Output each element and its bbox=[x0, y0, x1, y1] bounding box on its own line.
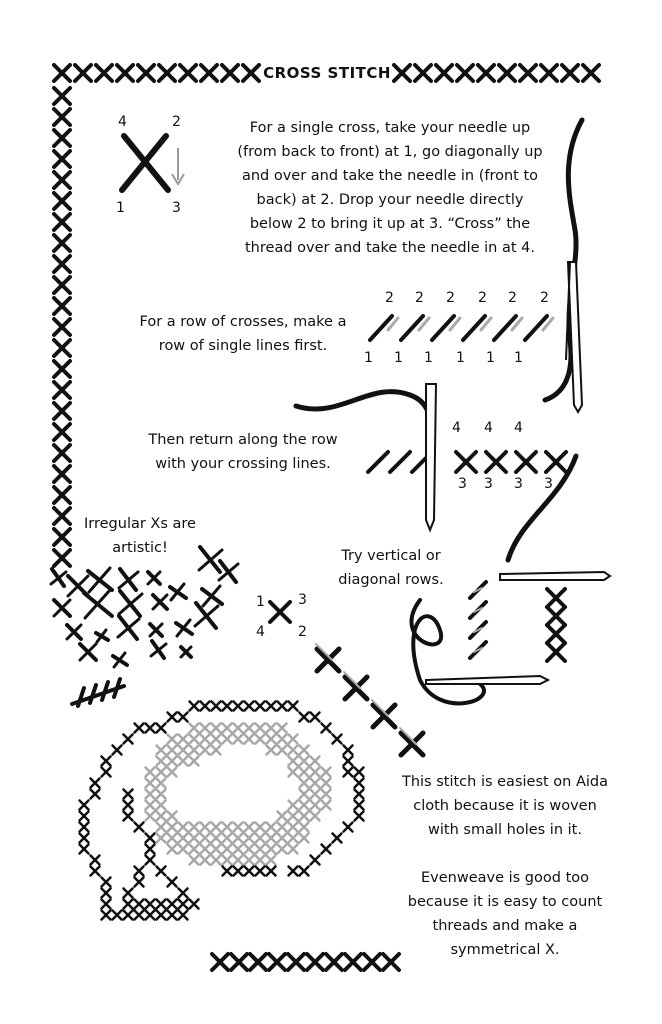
row-label-1: 1 bbox=[456, 350, 465, 366]
label-2: 2 bbox=[172, 114, 181, 130]
row-label-2: 2 bbox=[478, 290, 487, 306]
row-label-2: 2 bbox=[446, 290, 455, 306]
single-cross-instructions: For a single cross, take your needle up (from back to front) at 1, go diagonally up and over and take the needle in (front to back) at 2. Drop your needle directly below 2 to bring it up at 3. “Cross” the thread over and take the needle in at 4. bbox=[237, 120, 543, 256]
return-label-3: 3 bbox=[484, 476, 493, 492]
diag-label-1: 1 bbox=[256, 594, 265, 610]
diagonal-row-diagram bbox=[270, 602, 423, 755]
row-label-2: 2 bbox=[508, 290, 517, 306]
row-label-1: 1 bbox=[486, 350, 495, 366]
aida-cloth-note: This stitch is easiest on Aida cloth because it is woven with small holes in it. bbox=[401, 774, 609, 838]
single-cross-diagram bbox=[122, 136, 184, 190]
page-title: CROSS STITCH bbox=[262, 60, 392, 86]
evenweave-note: Evenweave is good too because it is easy to count threads and make a symmetrical X. bbox=[407, 870, 603, 958]
row-label-2: 2 bbox=[540, 290, 549, 306]
return-label-3: 3 bbox=[458, 476, 467, 492]
label-4: 4 bbox=[118, 114, 127, 130]
row-of-crosses-instructions: For a row of crosses, make a row of single lines first. bbox=[139, 314, 347, 354]
irregular-xs-caption: Irregular Xs are artistic! bbox=[84, 516, 196, 556]
skull-cross-stitch-pattern bbox=[80, 702, 364, 920]
return-label-4: 4 bbox=[484, 420, 493, 436]
row-label-1: 1 bbox=[424, 350, 433, 366]
return-row-instructions: Then return along the row with your crossing lines. bbox=[148, 432, 338, 472]
row-label-2: 2 bbox=[415, 290, 424, 306]
row-label-1: 1 bbox=[514, 350, 523, 366]
return-label-4: 4 bbox=[514, 420, 523, 436]
return-label-3: 3 bbox=[544, 476, 553, 492]
irregular-crosses-diagram bbox=[51, 547, 238, 706]
return-label-3: 3 bbox=[514, 476, 523, 492]
row-label-2: 2 bbox=[385, 290, 394, 306]
diag-label-2: 2 bbox=[298, 624, 307, 640]
diag-label-3: 3 bbox=[298, 592, 307, 608]
row-label-1: 1 bbox=[364, 350, 373, 366]
label-3: 3 bbox=[172, 200, 181, 216]
row-label-1: 1 bbox=[394, 350, 403, 366]
row-of-single-lines-diagram bbox=[370, 316, 553, 340]
return-row-diagram bbox=[368, 452, 566, 472]
label-1: 1 bbox=[116, 200, 125, 216]
vertical-row-diagram bbox=[470, 582, 565, 661]
vertical-diagonal-caption: Try vertical or diagonal rows. bbox=[338, 548, 444, 588]
diag-label-4: 4 bbox=[256, 624, 265, 640]
return-label-4: 4 bbox=[452, 420, 461, 436]
